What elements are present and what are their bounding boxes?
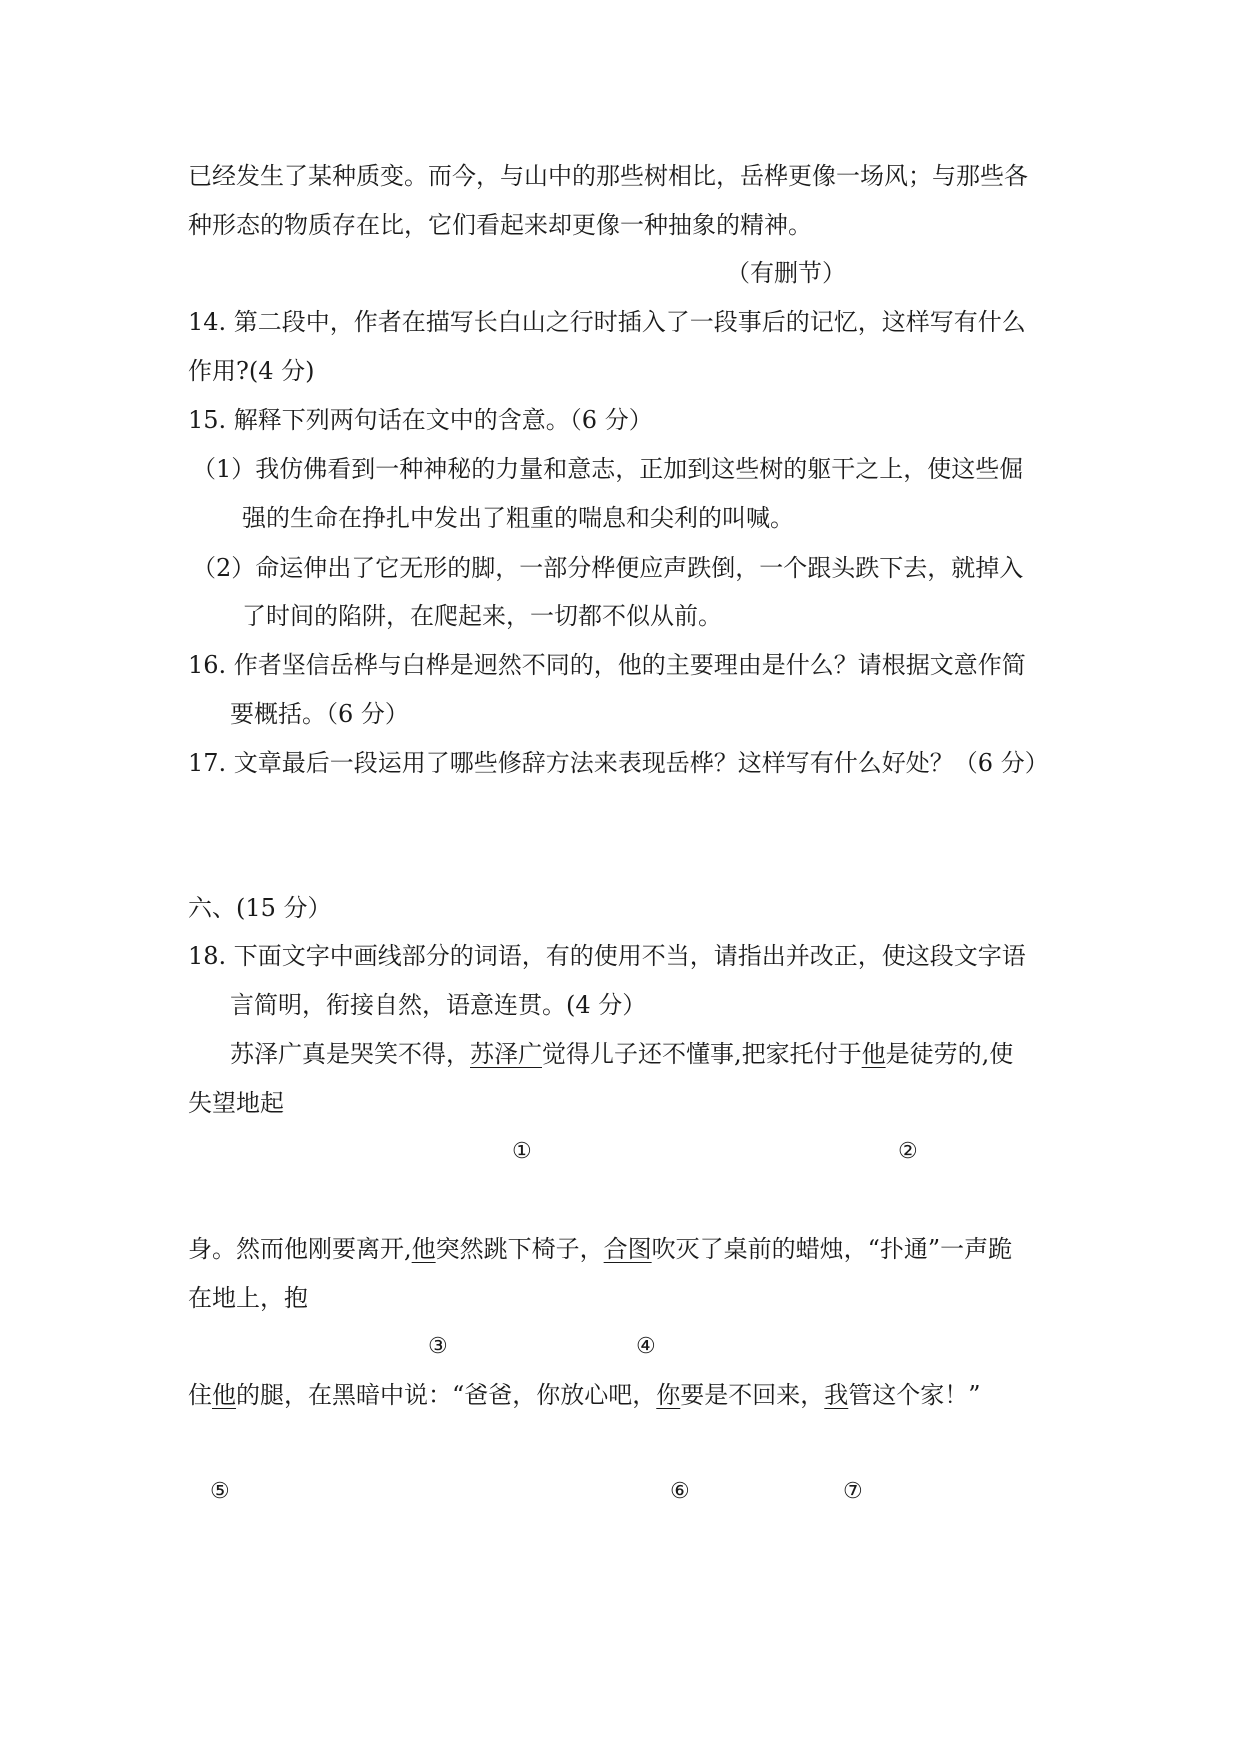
q18-text-segment: 的腿，在黑暗中说：“爸爸，你放心吧，	[236, 1381, 657, 1409]
q18-text-line-2: 失望地起	[188, 1089, 284, 1117]
underlined-word-3: 他	[411, 1235, 436, 1263]
q18-text-segment: 是徒劳的,使	[885, 1040, 1014, 1068]
q18-text-line-1	[230, 1039, 1013, 1069]
question-18-cont: 言简明，衔接自然，语意连贯。(4 分）	[230, 991, 647, 1019]
underlined-word-5: 他	[212, 1381, 236, 1409]
question-14-cont: 作用?(4 分)	[188, 357, 315, 385]
passage-line: 已经发生了某种质变。而今，与山中的那些树相比，岳桦更像一场风；与那些各	[188, 162, 1028, 190]
number-mark-3: ③	[428, 1334, 448, 1359]
q18-text-line-3	[188, 1234, 1012, 1264]
q18-text-segment: 住	[188, 1381, 212, 1409]
question-17: 17. 文章最后一段运用了哪些修辞方法来表现岳桦？这样写有什么好处？（6 分）	[188, 749, 1049, 777]
question-15-sentence-2: （2）命运伸出了它无形的脚，一部分桦便应声跌倒，一个跟头跌下去，就掉入	[192, 554, 1024, 582]
underlined-word-2: 他	[861, 1040, 886, 1068]
underlined-word-7: 我	[824, 1381, 849, 1409]
question-16-cont: 要概括。（6 分）	[230, 700, 409, 728]
q18-text-segment: 要是不回来，	[680, 1381, 825, 1409]
question-15-sentence-2-cont: 了时间的陷阱，在爬起来，一切都不似从前。	[242, 602, 722, 630]
q18-text-segment: 吹灭了桌前的蜡烛，“扑通”一声跪	[651, 1235, 1013, 1263]
abridged-note: （有删节）	[726, 259, 846, 287]
q18-text-segment: 觉得儿子还不懂事,把家托付于	[542, 1040, 862, 1068]
q18-text-segment: 苏泽广真是哭笑不得，	[230, 1040, 470, 1068]
underlined-word-1: 苏泽广	[470, 1040, 542, 1068]
number-mark-1: ①	[512, 1139, 532, 1164]
number-mark-4: ④	[636, 1334, 656, 1359]
q18-text-segment: 管这个家！”	[848, 1381, 981, 1409]
question-15-sentence-1: （1）我仿佛看到一种神秘的力量和意志，正加到这些树的躯干之上，使这些倔	[192, 455, 1024, 483]
question-14: 14. 第二段中，作者在描写长白山之行时插入了一段事后的记忆，这样写有什么	[188, 308, 1026, 336]
number-mark-7: ⑦	[843, 1479, 863, 1504]
q18-text-line-5	[188, 1380, 981, 1410]
underlined-word-6: 你	[656, 1381, 681, 1409]
section-heading: 六、(15 分）	[188, 894, 332, 922]
question-16: 16. 作者坚信岳桦与白桦是迥然不同的，他的主要理由是什么？请根据文意作简	[188, 651, 1026, 679]
q18-text-segment: 身。然而他刚要离开,	[188, 1235, 412, 1263]
q18-text-line-4: 在地上，抱	[188, 1284, 308, 1312]
question-15: 15. 解释下列两句话在文中的含意。（6 分）	[188, 406, 653, 434]
underlined-word-4: 合图	[603, 1235, 652, 1263]
q18-text-segment: 突然跳下椅子，	[435, 1235, 604, 1263]
number-mark-5: ⑤	[210, 1479, 230, 1504]
passage-line: 种形态的物质存在比，它们看起来却更像一种抽象的精神。	[188, 211, 812, 239]
question-15-sentence-1-cont: 强的生命在挣扎中发出了粗重的喘息和尖利的叫喊。	[242, 504, 794, 532]
number-mark-2: ②	[898, 1139, 918, 1164]
number-mark-6: ⑥	[670, 1479, 690, 1504]
question-18: 18. 下面文字中画线部分的词语，有的使用不当，请指出并改正，使这段文字语	[188, 942, 1026, 970]
